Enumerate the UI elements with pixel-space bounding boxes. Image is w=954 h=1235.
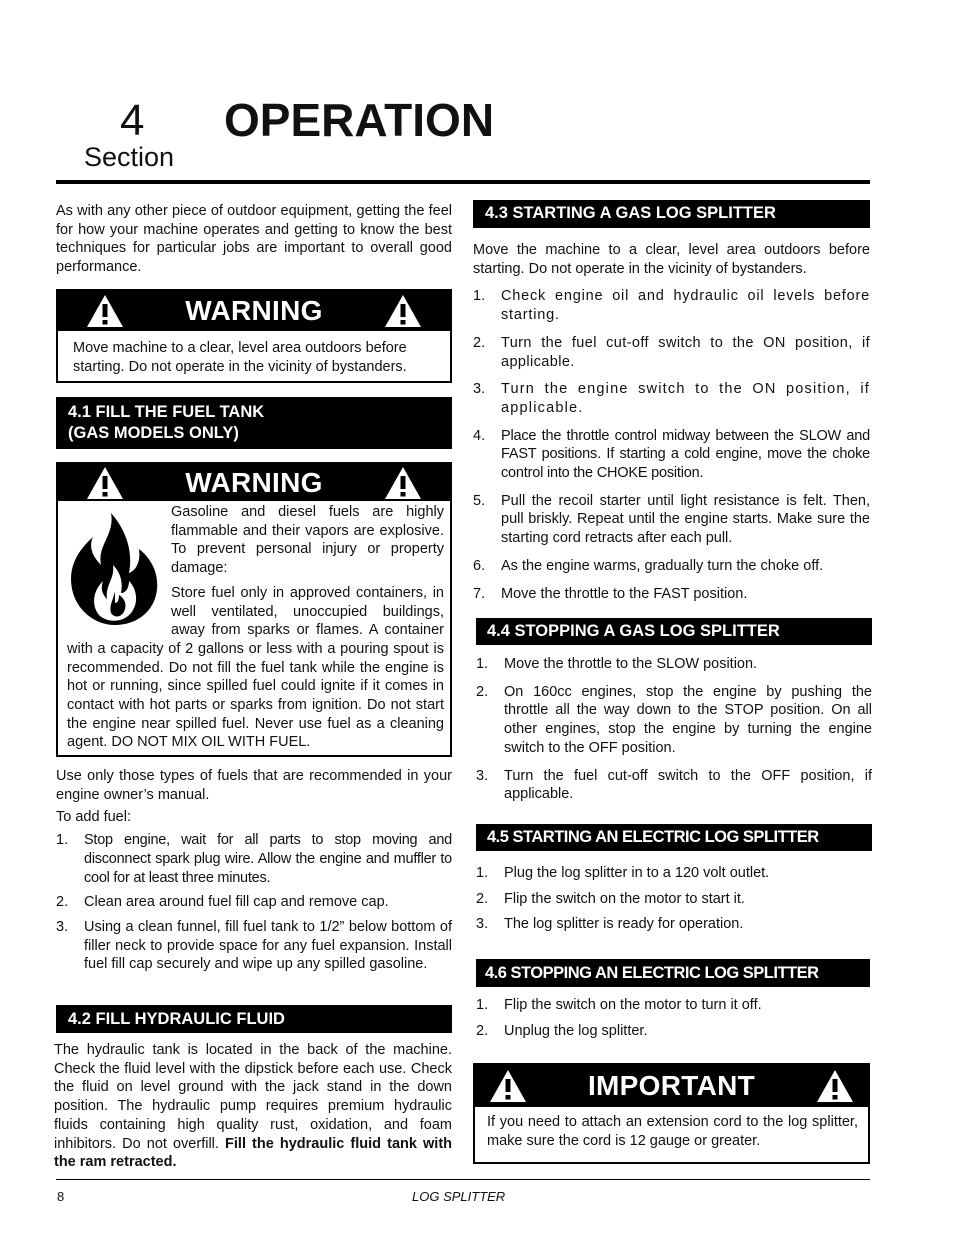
step-text: Move the throttle to the SLOW position. [504,656,758,672]
section-number: 4 [120,96,145,145]
stopping-gas-content [476,655,872,804]
intro-paragraph [56,202,452,277]
page-number: 8 [57,1189,65,1204]
step-text: Flip the switch on the motor to start it. [504,890,745,907]
step-number: 2. [473,334,486,351]
section-heading-4-3: 4.3 STARTING A GAS LOG SPLITTER [473,200,870,228]
step-text: Plug the log splitter in to a 120 volt outlet. [504,865,770,881]
fuel-steps [56,831,452,974]
step-text: Place the throttle control midway between the SLOW and FAST positions. If starting a cold engine, move the choke control into the CHOKE position. [501,427,870,482]
list-item [473,557,870,576]
step-text: Check engine oil and hydraulic oil levels before starting. [501,288,870,324]
warning-triangle-icon [815,1068,855,1104]
section-heading-4-2: 4.2 FILL HYDRAULIC FLUID [56,1005,452,1033]
section-heading-4-5: 4.5 STARTING AN ELECTRIC LOG SPLITTER [476,824,872,851]
list-item [476,890,872,909]
warning-text: Move machine to a clear, level area outdoors before starting. Do not operate in the vicinity of bystanders. [73,340,407,375]
section-heading-4-1 [56,397,452,449]
heading-line: 4.1 FILL THE FUEL TANK [68,403,265,421]
warning-box-fuel [56,462,452,757]
list-item [56,831,452,887]
warning-triangle-icon [488,1068,528,1104]
fuel-instructions [56,767,452,974]
step-number: 2. [476,683,489,700]
list-item [476,655,872,674]
list-item [476,767,872,804]
list-item [473,334,870,371]
section-intro: Move the machine to a clear, level area outdoors before starting. Do not operate in the vicinity of bystanders. [473,242,870,277]
list-item [473,427,870,483]
step-number: 1. [476,656,489,672]
list-item [473,492,870,548]
starting-gas-steps [473,287,870,603]
fuel-paragraph: To add fuel: [56,809,131,826]
footer-title: LOG SPLITTER [412,1189,506,1204]
section-heading-4-6: 4.6 STOPPING AN ELECTRIC LOG SPLITTER [476,959,870,987]
list-item [56,918,452,974]
step-number: 3. [476,916,489,933]
warning-triangle-icon [85,293,125,329]
step-text: Turn the engine switch to the ON position, if applicable. [501,381,870,416]
warning-box-machine-area [56,289,452,383]
step-number: 3. [473,381,486,398]
step-number: 4. [473,427,486,444]
step-text: Pull the recoil starter until light resistance is felt. Then, pull briskly. Repeat until the engine starts. Make sure the starting cord retracts after each pull. [501,492,870,547]
hydraulic-body: The hydraulic tank is located in the back of the machine. Check the fluid level with the dipstick before each use. Check the fluid on level ground with the jack stand in the down position. The hydraulic pump requires premium hydraulic fluids containing high quality rust, oxidation, and foam inhibitors. Do not overfill. [54,1042,452,1152]
warning-title: WARNING [185,466,323,498]
important-text: If you need to attach an extension cord to the log splitter, make sure the cord is 12 gauge or greater. [487,1114,858,1149]
step-text: Turn the fuel cut-off switch to the OFF position, if applicable. [504,767,872,803]
step-text: Using a clean funnel, fill fuel tank to 1/2” below bottom of filler neck to provide space for any fuel expansion. Install fuel fill cap securely and wipe up any spilled gasoline. [84,918,452,973]
important-header [475,1065,868,1107]
step-number: 3. [56,918,69,935]
step-number: 1. [476,865,489,881]
step-text: As the engine warms, gradually turn the choke off. [501,557,824,574]
hydraulic-bold-note: Fill the hydraulic fluid tank with the ram retracted. [54,1135,453,1171]
header-rule [56,180,870,184]
section-heading-4-4: 4.4 STOPPING A GAS LOG SPLITTER [476,618,872,645]
step-text: On 160cc engines, stop the engine by pushing the throttle all the way down to the STOP position. On all other engines, stop the engine by turning the engine switch to the OFF position. [504,683,872,756]
step-text: Turn the fuel cut-off switch to the ON position, if applicable. [501,334,870,370]
list-item [56,893,452,912]
starting-gas-content [473,241,870,603]
step-text: Flip the switch on the motor to turn it off. [504,997,762,1013]
hydraulic-paragraph [54,1041,452,1172]
warning-paragraph: Store fuel only in approved containers, in well ventilated, unoccupied buildings, away from sparks or flames. A container with a capacity of 2 gallons or less with a pouring spout is recommended. Do not fill the fuel tank while the engine is hot or running, since spilled fuel could ignite if it comes in contact with hot parts or sparks from ignition. Do not start the engine near spilled fuel. Never use fuel as a cleaning agent. DO NOT MIX OIL WITH FUEL. [67,584,444,751]
footer-rule [56,1179,870,1180]
list-item [476,996,870,1015]
step-number: 1. [473,288,486,305]
important-box [473,1063,870,1164]
step-number: 7. [473,585,486,602]
page-title: OPERATION [224,94,495,146]
list-item [473,585,870,604]
warning-triangle-icon [383,465,423,501]
step-number: 2. [476,890,489,907]
step-number: 2. [476,1022,489,1039]
important-title: IMPORTANT [587,1070,756,1101]
step-number: 6. [473,557,486,574]
step-text: Unplug the log splitter. [504,1022,648,1039]
warning-body [58,501,450,752]
warning-header [58,291,450,331]
warning-triangle-icon [85,465,125,501]
list-item [476,1022,870,1041]
list-item [476,683,872,758]
step-text: Move the throttle to the FAST position. [501,585,748,602]
step-number: 2. [56,894,69,911]
step-number: 1. [56,832,69,849]
starting-electric-content [476,864,872,934]
list-item [473,380,870,417]
starting-electric-steps [476,864,872,934]
step-number: 1. [476,997,489,1013]
stopping-gas-steps [476,655,872,804]
stopping-electric-steps [476,996,870,1040]
list-item [476,915,872,934]
warning-triangle-icon [383,293,423,329]
hydraulic-text [54,1041,452,1172]
warning-header [58,464,450,501]
step-number: 5. [473,492,486,509]
stopping-electric-content [476,996,870,1040]
heading-line: (GAS MODELS ONLY) [68,424,239,442]
list-item [473,287,870,324]
intro-text: As with any other piece of outdoor equipment, getting the feel for how your machine operates and getting to know the best techniques for particular jobs are important to overall good performance. [56,203,452,276]
warning-title: WARNING [185,295,323,326]
list-item [476,864,872,883]
step-text: Clean area around fuel fill cap and remove cap. [84,894,389,911]
step-text: Stop engine, wait for all parts to stop moving and disconnect spark plug wire. Allow the engine and muffler to cool for at least three minutes. [84,832,452,886]
fuel-paragraph: Use only those types of fuels that are recommended in your engine owner’s manual. [56,768,452,803]
warning-paragraph: Gasoline and diesel fuels are highly flammable and their vapors are explosive. To prevent personal injury or property damage: [171,504,444,577]
flame-icon [67,509,163,629]
section-label: Section [84,142,175,172]
step-text: The log splitter is ready for operation. [504,916,744,933]
step-number: 3. [476,767,489,784]
